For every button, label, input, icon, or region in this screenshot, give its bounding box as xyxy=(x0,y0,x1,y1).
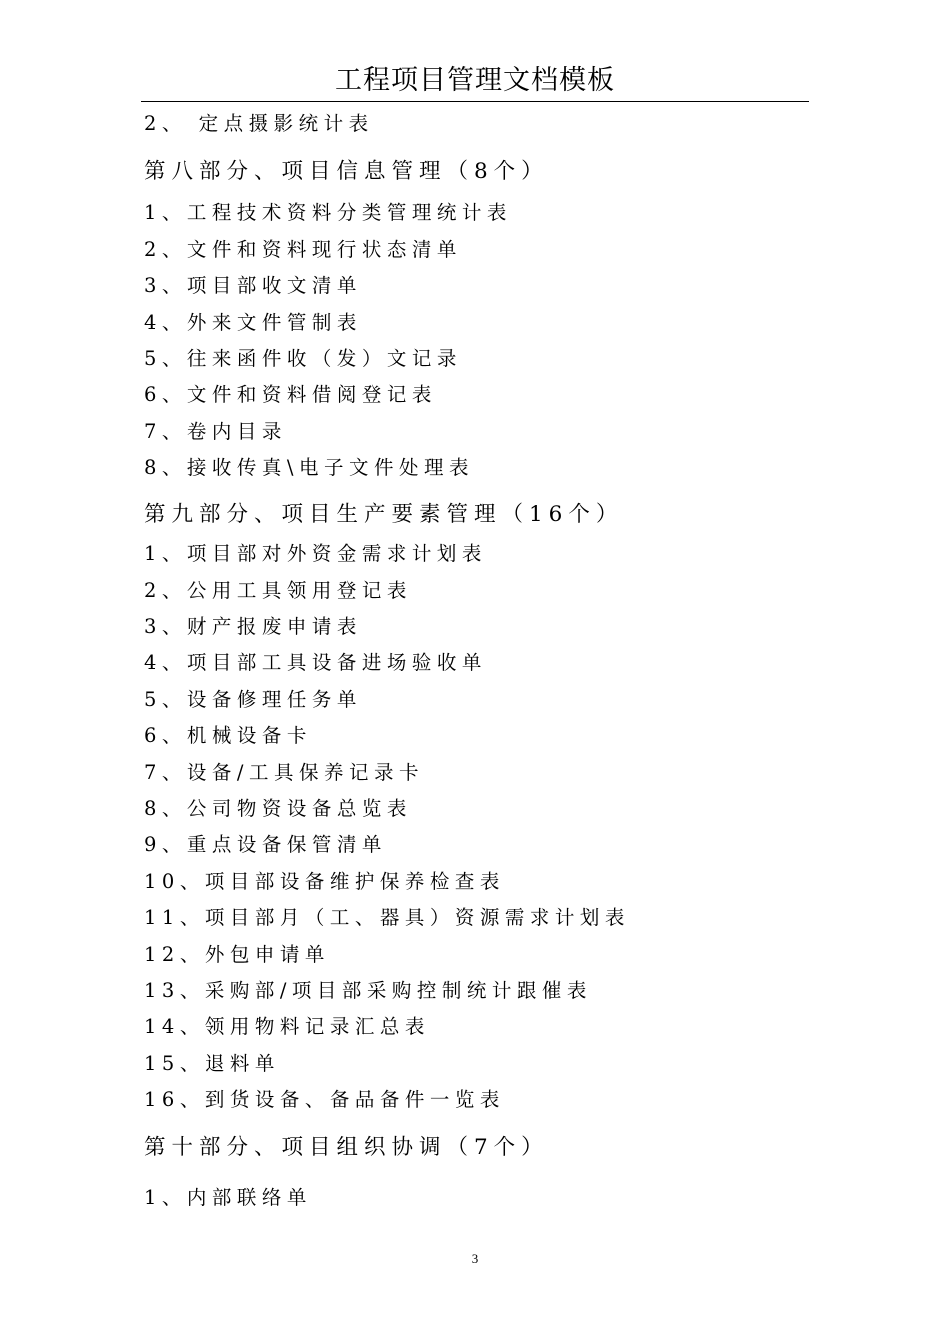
list-item: 2、公用工具领用登记表 xyxy=(144,579,412,602)
list-item: 15、退料单 xyxy=(144,1052,280,1075)
list-item: 4、项目部工具设备进场验收单 xyxy=(144,651,487,674)
list-item: 2、 定点摄影统计表 xyxy=(144,112,374,135)
section-heading: 第九部分、项目生产要素管理（16个） xyxy=(144,502,624,527)
list-item: 1、内部联络单 xyxy=(144,1186,312,1209)
list-item: 7、设备/工具保养记录卡 xyxy=(144,761,424,784)
list-item: 13、采购部/项目部采购控制统计跟催表 xyxy=(144,979,592,1002)
list-item: 6、机械设备卡 xyxy=(144,724,312,747)
list-item: 9、重点设备保管清单 xyxy=(144,833,387,856)
list-item: 4、外来文件管制表 xyxy=(144,311,362,334)
list-item: 7、卷内目录 xyxy=(144,420,287,443)
list-item: 2、文件和资料现行状态清单 xyxy=(144,238,462,261)
list-item: 8、公司物资设备总览表 xyxy=(144,797,412,820)
list-item: 10、项目部设备维护保养检查表 xyxy=(144,870,505,893)
list-item: 5、设备修理任务单 xyxy=(144,688,362,711)
list-item: 3、项目部收文清单 xyxy=(144,274,362,297)
list-item: 1、工程技术资料分类管理统计表 xyxy=(144,201,512,224)
header-rule xyxy=(141,101,809,102)
list-item: 12、外包申请单 xyxy=(144,943,330,966)
list-item: 6、文件和资料借阅登记表 xyxy=(144,383,437,406)
document-header-title: 工程项目管理文档模板 xyxy=(335,65,615,96)
list-item: 1、项目部对外资金需求计划表 xyxy=(144,542,487,565)
list-item: 11、项目部月（工、器具）资源需求计划表 xyxy=(144,906,630,929)
section-heading: 第八部分、项目信息管理（8个） xyxy=(144,159,549,184)
list-item: 5、往来函件收（发）文记录 xyxy=(144,347,462,370)
list-item: 16、到货设备、备品备件一览表 xyxy=(144,1088,505,1111)
section-heading: 第十部分、项目组织协调（7个） xyxy=(144,1135,549,1160)
list-item: 14、领用物料记录汇总表 xyxy=(144,1015,430,1038)
page-number: 3 xyxy=(471,1251,479,1266)
list-item: 8、接收传真\电子文件处理表 xyxy=(144,456,474,479)
list-item: 3、财产报废申请表 xyxy=(144,615,362,638)
